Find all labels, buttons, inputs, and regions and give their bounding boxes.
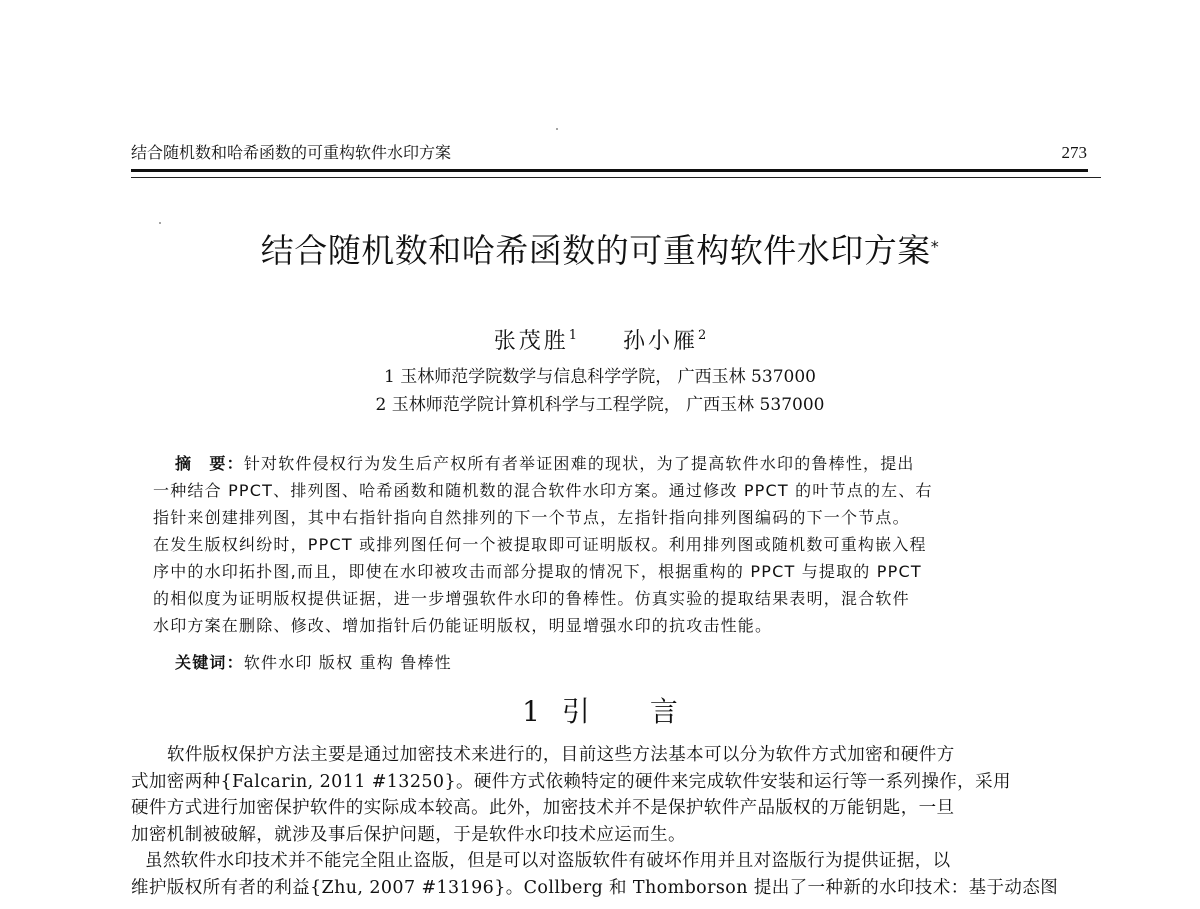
- author-name: 张茂胜: [493, 329, 569, 354]
- abstract-line: 一种结合 PPCT、排列图、哈希函数和随机数的混合软件水印方案。通过修改 PPCT 的叶节点的左、右: [153, 481, 933, 500]
- section-heading: [0, 692, 1200, 732]
- author-affiliation-mark: 2: [698, 328, 707, 343]
- author-list: [0, 326, 1200, 358]
- paper-title-text: 结合随机数和哈希函数的可重构软件水印方案: [260, 231, 931, 270]
- title-footnote-mark: *: [930, 237, 940, 256]
- affiliation: 1 玉林师范学院数学与信息科学学院， 广西玉林 537000: [384, 367, 816, 387]
- body-line: 加密机制被破解，就涉及事后保护问题，于是软件水印技术应运而生。: [131, 824, 686, 845]
- abstract-line: 在发生版权纠纷时，PPCT 或排列图任何一个被提取即可证明版权。利用排列图或随机数可重构嵌入程: [153, 535, 927, 554]
- abstract-line: 指针来创建排列图，其中右指针指向自然排列的下一个节点，左指针指向排列图编码的下一个节点。: [153, 508, 910, 527]
- author-affiliation-mark: 1: [568, 328, 577, 343]
- scan-speck: [159, 222, 161, 224]
- page-number: 273: [1061, 143, 1087, 162]
- paper-title: [0, 229, 1200, 273]
- body-line: 维护版权所有者的利益{Zhu, 2007 #13196}。Collberg 和 Thomborson 提出了一种新的水印技术：基于动态图: [131, 877, 1059, 898]
- body-text: [131, 742, 1091, 901]
- running-head-title: 结合随机数和哈希函数的可重构软件水印方案: [131, 143, 452, 162]
- abstract-line: 水印方案在删除、修改、增加指针后仍能证明版权，明显增强水印的抗攻击性能。: [153, 616, 773, 635]
- section-number: 1: [522, 695, 540, 728]
- keywords-text: 软件水印 版权 重构 鲁棒性: [243, 653, 452, 672]
- abstract-line: 的相似度为证明版权提供证据，进一步增强软件水印的鲁棒性。仿真实验的提取结果表明，混合软件: [153, 589, 910, 608]
- body-line: 式加密两种{Falcarin, 2011 #13250}。硬件方式依赖特定的硬件来完成软件安装和运行等一系列操作，采用: [131, 771, 1011, 792]
- running-head: [131, 141, 1087, 165]
- abstract-text: 针对软件侵权行为发生后产权所有者举证困难的现状，为了提高软件水印的鲁棒性，提出: [243, 454, 915, 473]
- abstract-line: [153, 450, 1069, 477]
- body-line: 软件版权保护方法主要是通过加密技术来进行的，目前这些方法基本可以分为软件方式加密和硬件方: [167, 745, 955, 765]
- abstract-line: 序中的水印拓扑图,而且，即使在水印被攻击而部分提取的情况下，根据重构的 PPCT 与提取的 PPCT: [153, 562, 922, 581]
- scan-speck: [556, 128, 558, 130]
- keywords-label: 关键词：: [175, 653, 244, 672]
- section-title-part: 言: [649, 695, 678, 728]
- author-name: 孙小雁: [623, 329, 699, 354]
- abstract-label: 摘 要：: [175, 454, 244, 473]
- header-rule-thin: [131, 177, 1101, 178]
- body-line: 硬件方式进行加密保护软件的实际成本较高。此外，加密技术并不是保护软件产品版权的万能钥匙，一旦: [131, 798, 955, 818]
- keywords: [175, 650, 452, 676]
- section-title-part: 引: [561, 695, 590, 728]
- body-line: 虽然软件水印技术并不能完全阻止盗版，但是可以对盗版软件有破坏作用并且对盗版行为提供证据，以: [145, 851, 951, 871]
- header-rule-thick: [131, 169, 1088, 172]
- abstract: [153, 450, 1069, 639]
- affiliation: 2 玉林师范学院计算机科学与工程学院， 广西玉林 537000: [375, 395, 825, 415]
